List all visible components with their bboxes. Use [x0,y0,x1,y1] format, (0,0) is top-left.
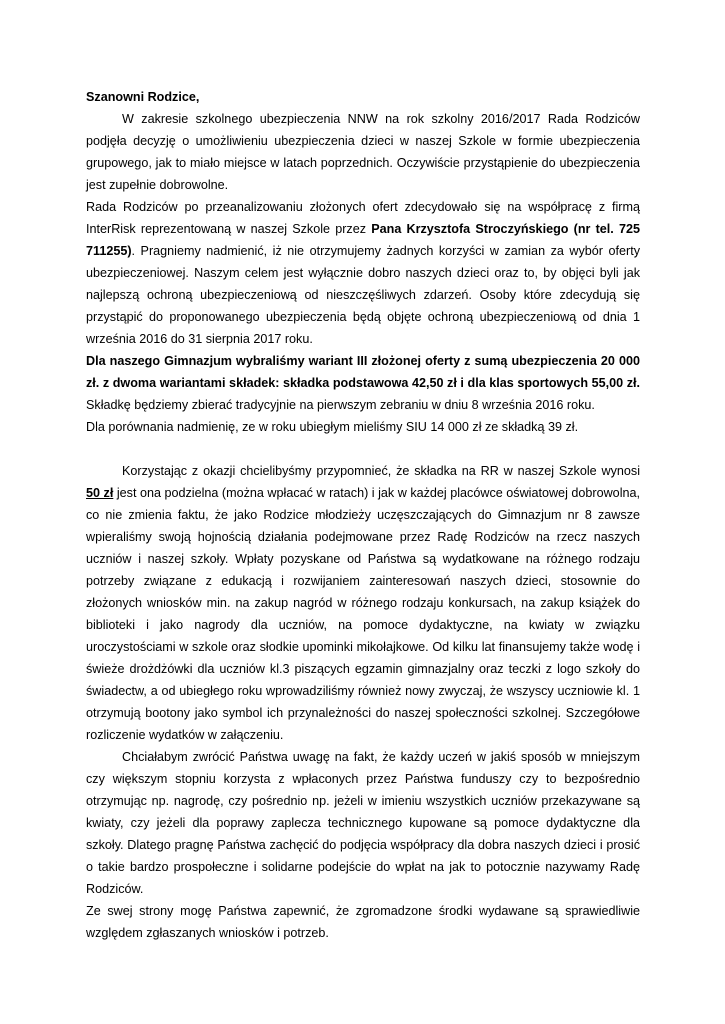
paragraph-variant-rest: Składkę będziemy zbierać tradycyjnie na pierwszym zebraniu w dniu 8 września 2016 roku. [86,398,595,412]
paragraph-insurer-choice [86,196,640,350]
paragraph-council-fee-text: Korzystając z okazji chcielibyśmy przypomnieć, że składka na RR w naszej Szkole wynosi [122,464,640,478]
variant-summary: Dla naszego Gimnazjum wybraliśmy wariant III złożonej oferty z sumą ubezpieczenia 20 000 zł. z dwoma wariantami składek: składka podstawowa 42,50 zł i dla klas sportowych 55,00 zł. [86,354,640,390]
letter-page [86,86,640,944]
fee-amount: 50 zł [86,486,114,500]
paragraph-appeal: Chciałabym zwrócić Państwa uwagę na fakt, że każdy uczeń w jakiś sposób w mniejszym czy większym stopniu korzysta z wpłaconych przez Państwa funduszy czy to bezpośrednio otrzymując np. nagrodę, czy pośrednio np. jeżeli w imieniu wszystkich uczniów przekazywane są kwiaty, czy jeżeli dla poprawy zaplecza technicznego kupowane są pomoce dydaktyczne dla szkoły. Dlatego pragnę Państwa zachęcić do podjęcia współpracy dla dobra naszych dzieci i prosić o takie bardzo prospołeczne i solidarne podejście do wpłat na jak to potocznie nazywamy Radę Rodziców. [86,750,640,896]
paragraph-insurer-choice-rest: . Pragniemy nadmienić, iż nie otrzymujemy żadnych korzyści w zamian za wybór oferty ubezpieczeniowej. Naszym celem jest wyłącznie dobro naszych dzieci oraz to, by objęci byli jak najlepszą ochroną ubezpieczeniową od nieszczęśliwych zdarzeń. Osoby które zdecydują się przystąpić do proponowanego ubezpieczenia będą objęte ochroną ubezpieczeniową od dnia 1 września 2016 do 31 sierpnia 2017 roku. [86,244,640,346]
paragraph-council-fee-rest: jest ona podzielna (można wpłacać w ratach) i jak w każdej placówce oświatowej dobrowolna, co nie zmienia faktu, że jako Rodzice młodzieży uczęszczających do Gimnazjum nr 8 zawsze wpieraliśmy swoją hojnością działania podejmowane przez Radę Rodziców na rzecz naszych uczniów i naszej szkoły. Wpłaty pozyskane od Państwa są wydatkowane na różnego rodzaju potrzeby związane z edukacją i rozwijaniem zainteresowań naszych dzieci, stosownie do złożonych wniosków min. na zakup nagród w różnego rodzaju konkursach, na zakup książek do biblioteki i jako nagrody dla uczniów, na pomoce dydaktyczne, na kwiaty w związku uroczystościami w szkole oraz słodkie upominki mikołajkowe. Od kilku lat finansujemy także wodę i świeże drożdżówki dla uczniów kl.3 piszących egzamin gimnazjalny oraz teczki z logo szkoły do świadectw, a od ubiegłego roku wprowadziliśmy również nowy zwyczaj, że wszyscy uczniowie kl. 1 otrzymują bootony jako symbol ich przynależności do naszej społeczności szkolnej. Szczegółowe rozliczenie wydatków w załączeniu. [86,486,640,742]
agent-contact: Pana Krzysztofa Stroczyńskiego (nr tel. 725 711255) [86,222,641,258]
paragraph-assurance: Ze swej strony mogę Państwa zapewnić, że zgromadzone środki wydawane są sprawiedliwie względem zgłaszanych wniosków i potrzeb. [86,904,640,940]
letter-greeting: Szanowni Rodzice, [86,90,200,104]
paragraph-insurer-choice-text: Rada Rodziców po przeanalizowaniu złożonych ofert zdecydowało się na współpracę z firmą InterRisk reprezentowaną w naszej Szkole przez [86,200,640,236]
paragraph-variant [86,350,640,416]
paragraph-insurance-intro: W zakresie szkolnego ubezpieczenia NNW na rok szkolny 2016/2017 Rada Rodziców podjęła decyzję o umożliwieniu ubezpieczenia dzieci w naszej Szkole w formie ubezpieczenia grupowego, jak to miało miejsce w latach poprzednich. Oczywiście przystąpienie do ubezpieczenia jest zupełnie dobrowolne. [86,112,640,192]
paragraph-council-fee [86,460,640,746]
paragraph-comparison: Dla porównania nadmienię, ze w roku ubiegłym mieliśmy SIU 14 000 zł ze składką 39 zł. [86,420,579,434]
